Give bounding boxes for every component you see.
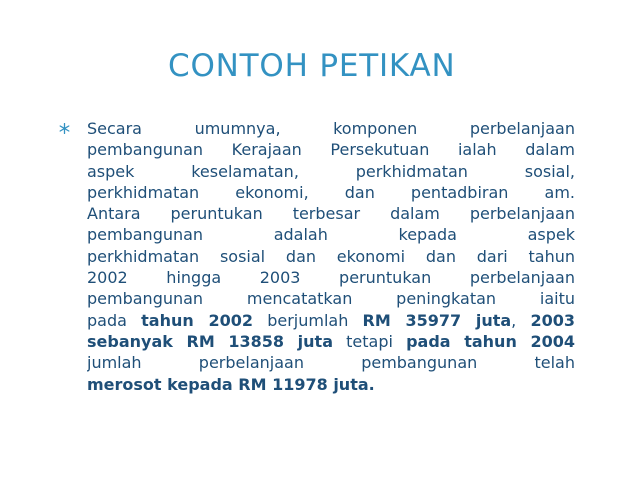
paragraph-line xyxy=(87,139,575,160)
bold-text: 2003 xyxy=(530,310,575,330)
paragraph-line xyxy=(87,288,575,309)
paragraph-line xyxy=(87,352,575,373)
line-text: berjumlah xyxy=(252,310,363,330)
line-text: pembangunan adalah kepada aspek xyxy=(87,225,575,245)
line-text: Secara umumnya, komponen perbelanjaan xyxy=(87,119,575,138)
line-text: tetapi xyxy=(333,331,407,351)
paragraph-line xyxy=(87,161,575,182)
line-text: Antara peruntukan terbesar dalam perbelanjaan xyxy=(87,204,575,224)
bullet-paragraph xyxy=(87,118,575,395)
paragraph-line xyxy=(87,182,575,203)
line-text: pembangunan mencatatkan peningkatan iaitu xyxy=(87,289,575,309)
paragraph-line xyxy=(87,310,575,331)
line-text: 2002 hingga 2003 peruntukan perbelanjaan xyxy=(87,268,575,288)
bold-text: tahun 2002 xyxy=(141,310,253,330)
paragraph-line xyxy=(87,331,575,352)
slide-title: CONTOH PETIKAN xyxy=(168,48,456,84)
paragraph-line xyxy=(87,246,575,267)
paragraph-line xyxy=(87,374,575,395)
bold-text: sebanyak RM 13858 juta xyxy=(87,331,333,351)
asterisk-bullet-icon xyxy=(59,118,71,140)
line-text: pada xyxy=(87,310,142,330)
line-text: jumlah perbelanjaan pembangunan telah xyxy=(87,353,575,373)
paragraph-line xyxy=(87,118,575,139)
bold-text: pada tahun 2004 xyxy=(406,331,575,351)
paragraph-line xyxy=(87,203,575,224)
line-text: perkhidmatan sosial dan ekonomi dan dari tahun xyxy=(87,246,575,266)
paragraph-line xyxy=(87,267,575,288)
line-text: perkhidmatan ekonomi, dan pentadbiran am. xyxy=(87,182,575,202)
bold-text: RM 35977 juta xyxy=(362,310,512,330)
bold-text: merosot kepada RM 11978 juta. xyxy=(87,374,375,394)
line-text: aspek keselamatan, perkhidmatan sosial, xyxy=(87,161,575,181)
paragraph-line xyxy=(87,224,575,245)
line-text: pembangunan Kerajaan Persekutuan ialah dalam xyxy=(87,140,575,160)
line-text: , xyxy=(511,310,531,330)
